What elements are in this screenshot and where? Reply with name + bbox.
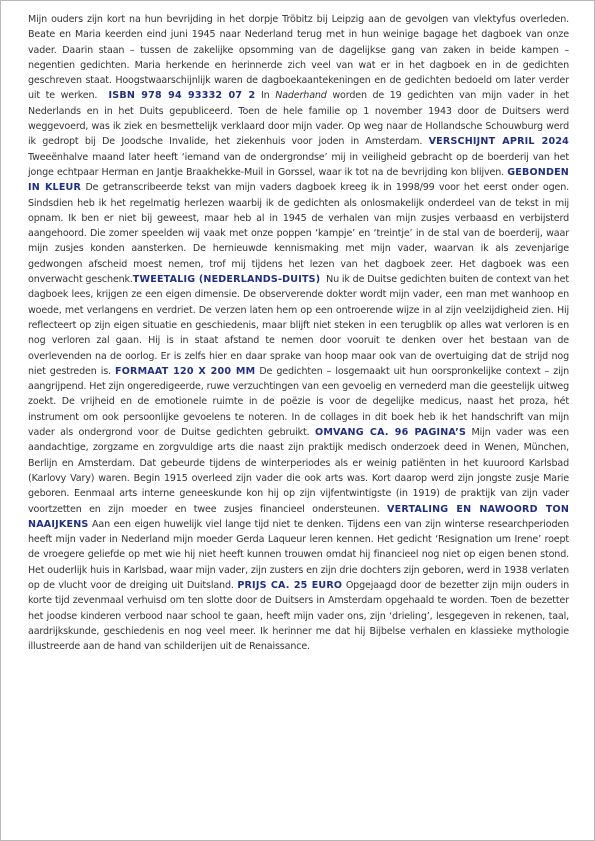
language-label: TWEETALIG (NEDERLANDS-DUITS) xyxy=(132,274,321,286)
paragraph-text: De gedichten – losgemaakt uit hun oorspronkelijke context – zijn aangrijpend. Het zijn ongeredigeerde, ruwe verzuchtingen van een gevoelig en vernederd man die geestelijk uitweg zoekt. De vrijheid en de emotionele ruimte in de poëzie is voor de degelijke medicus, naast het proza, hét instrument om ook persoonlijke gevoelens te noteren. In de collages in dit boek heb ik het handschrift van mijn vader als ondergrond voor de Duitse gedichten gebruikt. xyxy=(28,365,570,439)
price-label: PRIJS CA. 25 EURO xyxy=(237,579,343,591)
isbn-label: ISBN 978 94 93332 07 2 xyxy=(108,90,256,102)
binding-label: GEBONDEN IN KLEUR xyxy=(28,166,569,194)
translation-label: VERTALING EN NAWOORD TON NAAIJKENS xyxy=(28,503,570,530)
paragraph-text: Mijn ouders zijn kort na hun bevrijding in het dorpje Tröbitz bij Leipzig aan de gevolgen van vlektyfus overleden. Beate en Maria keerden eind juni 1945 naar Nederland terug met in hun weinige bagage het dagboek van onze vader. Daarin staan – tussen de zakelijke opsomming van de dagelijkse gang van zaken in beide kampen – negentien gedichten. Maria herkende en herinnerde zich veel van wat er in het dagboek en in de gedichten geschreven staat. Hoogstwaarschijnlijk waren de dagboekaantekeningen en de gedichten bedoeld om later verder uit te werken. xyxy=(28,14,569,102)
paragraph-text: Aan een eigen huwelijk viel lange tijd niet te denken. Tijdens een van zijn winterse researchperioden heeft mijn vader in Nederland mijn moeder Gerda Laqueur leren kennen. Het gedicht ‘Resignation um Irene’ roept de vroegere geliefde op met wie hij niet heeft kunnen trouwen omdat hij financieel nog niet op eigen benen stond. Het ouderlijk huis in Karlsbad, waar mijn vader, zijn zusters en zijn drie dochters zijn geboren, werd in 1938 verlaten op de vlucht voor de dreiging uit Duitsland. xyxy=(28,518,569,591)
paragraph-text: In xyxy=(260,90,270,102)
paragraph-text: Mijn vader was een aandachtige, zorgzame en zorgvuldige arts die naast zijn praktijk medisch onderzoek deed in Wenen, München, Berlijn en Amsterdam. Dat gebeurde tijdens de winterperiodes als er weinig patiënten in het kuuroord Karlsbad (Karlovy Vary) waren. Begin 1915 overleed zijn vader die ook arts was. Kort daarop werd zijn jongste zusje Marie geboren. Eenmaal arts interne geneeskunde kon hij op zijn vijfentwintigste (in 1919) de praktijk van zijn vader voortzetten en zijn moeder en twee zusjes financieel ondersteunen. xyxy=(28,427,570,515)
release-date-label: VERSCHIJNT APRIL 2024 xyxy=(428,136,570,148)
paragraph-text: Nu ik de Duitse gedichten buiten de context van het dagboek lees, krijgen ze een eigen dimensie. De observerende dokter wordt mijn vader, een man met wanhoop en woede, met verlangens en verdriet. De verzen laten hem op een ontroerende wijze in al zijn veelzijdigheid zien. Hij reflecteert op zijn eigen situatie en geschiedenis, maar blijft niet steken in een terugblik op alles wat verloren is en nog verloren zal gaan. Hij is in staat afstand te nemen door vooruit te denken over het bestaan van de overlevenden na de oorlog. Er is zelfs hier en daar sprake van hoop maar ook van de overtuiging dat de strijd nog niet gestreden is. xyxy=(28,274,569,377)
paragraph-text: worden de 19 gedichten van mijn vader in het Nederlands en in het Duits gepubliceerd. Toen de hele familie op 1 november 1943 door de Duitsers werd weggevoerd, was ik ziek en besmettelijk verklaard door mijn vader. Op weg naar de Hollandsche Schouwburg werd ik gedropt bij De Joodsche Invalide, het ziekenhuis voor joden in Amsterdam. xyxy=(28,90,570,148)
paragraph-text: Opgejaagd door de bezetter zijn mijn ouders in korte tijd zevenmaal verhuisd om ten slotte door de Duitsers in Amsterdam opgehaald te worden. Toen de bezetter het joodse kinderen verbood naar school te gaan, heeft mijn vader ons, zijn ‘drieling’, lesgegeven in rekenen, taal, aardrijkskunde, geschiedenis en nog veel meer. Ik herinner me dat hij Bijbelse verhalen en klassieke mythologie illustreerde aan de hand van schilderijen uit de Renaissance. xyxy=(28,579,569,653)
format-label: FORMAAT 120 X 200 MM xyxy=(115,365,256,377)
page-count-label: OMVANG CA. 96 PAGINA’S xyxy=(315,427,467,439)
paragraph-text: De getranscribeerde tekst van mijn vaders dagboek kreeg ik in 1998/99 voor het eerst onder ogen. Sindsdien heb ik het regelmatig herlezen waarbij ik de gedichten als onlosmakelijk onderdeel van de tekst in mij opnam. Ik ben er niet bij geweest, maar heb al in 1945 de verhalen van mijn zusjes verbaasd en verbijsterd aangehoord. Die zomer speelden wij vaak met onze poppen ‘kampje’ en ‘treintje’ in de stal van de boerderij, waar mijn zusjes konden aansterken. De hernieuwde kennismaking met mijn vader, waarvan ik als zevenjarige gedwongen afscheid moest nemen, trof mij tijdens het lezen van het dagboek zeer. Het dagboek was een onverwacht geschenk. xyxy=(28,182,570,286)
paragraph-text: Tweeënhalve maand later heeft ‘iemand van de ondergrondse’ mij in veiligheid gebracht op de boerderij van het jonge echtpaar Herman en Jantje Braakhekke-Muil in Gorssel, waar ik tot na de bevrijding kon blijven. xyxy=(28,151,569,178)
body-text xyxy=(28,12,569,654)
book-title: Naderhand xyxy=(275,90,327,102)
